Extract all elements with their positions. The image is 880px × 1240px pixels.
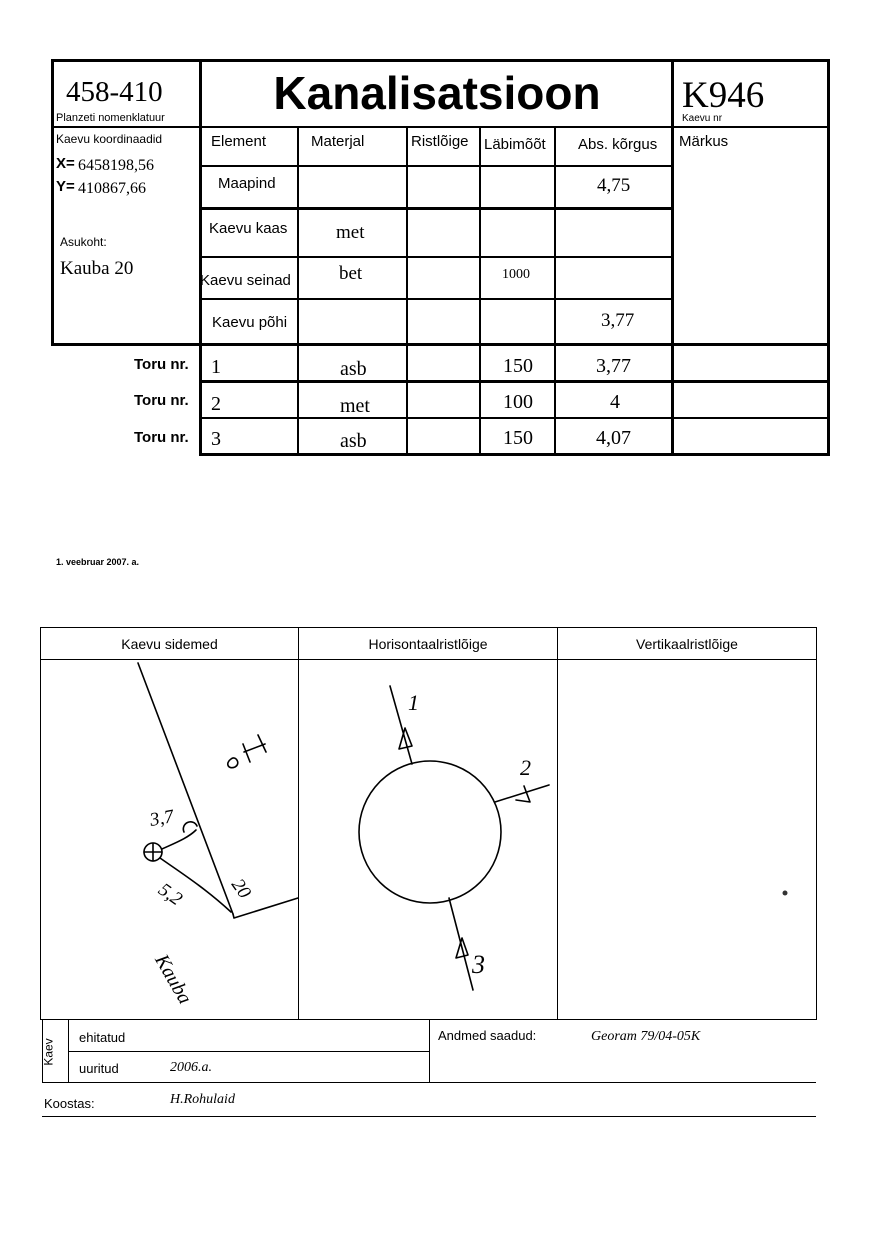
pipe-labimoot: 150: [503, 355, 533, 377]
pipe-nr: 2: [211, 393, 221, 415]
pipe-3-line: [449, 898, 473, 990]
nomenclature-value: 458-410: [66, 76, 163, 108]
row-element: Kaevu kaas: [209, 220, 288, 237]
header-element: Element: [211, 133, 267, 150]
well-number-label: Kaevu nr: [682, 113, 723, 124]
data-source-value: Georam 79/04-05K: [591, 1029, 701, 1044]
tie-line: [162, 830, 196, 849]
location-value: Kauba 20: [60, 258, 134, 279]
pipe-labimoot: 150: [503, 427, 533, 449]
pipe-materjal: asb: [340, 358, 367, 380]
pipe-materjal: asb: [340, 430, 367, 452]
pipe-label: Toru nr.: [134, 356, 189, 373]
header-markus: Märkus: [679, 133, 729, 150]
coordinates-label: Kaevu koordinaadid: [56, 132, 163, 146]
pipe-nr: 3: [211, 428, 221, 450]
x-value: 6458198,56: [78, 157, 154, 174]
well-number: K946: [682, 75, 765, 116]
pipe-1-label: 1: [408, 690, 419, 715]
y-value: 410867,66: [78, 180, 146, 197]
row-materjal: met: [336, 222, 365, 243]
nomenclature-label: Planzeti nomenklatuur: [56, 112, 165, 124]
surveyed-value: 2006.a.: [170, 1060, 212, 1075]
document-date: 1. veebruar 2007. a.: [56, 557, 140, 567]
compiled-label: Koostas:: [44, 1096, 95, 1111]
data-source-label: Andmed saadud:: [438, 1028, 537, 1043]
distance-label: 5,2: [154, 879, 186, 911]
side-label: Kaev: [41, 1038, 56, 1066]
house-number-label: 20: [226, 874, 255, 903]
pipe-materjal: met: [340, 395, 370, 417]
surveyed-label: uuritud: [79, 1061, 119, 1076]
y-label: Y=: [56, 178, 75, 195]
panel-title-horisontaal: Horisontaalristlõige: [368, 636, 488, 652]
panel-title-vertikaal: Vertikaalristlõige: [636, 636, 738, 652]
pipe-korgus: 4: [610, 391, 620, 413]
pipe-korgus: 3,77: [596, 355, 631, 377]
pipe-label: Toru nr.: [134, 429, 189, 446]
row-element: Maapind: [218, 175, 276, 192]
row-korgus: 4,75: [597, 175, 631, 196]
header-korgus: Abs. kõrgus: [578, 136, 658, 153]
pipe-label: Toru nr.: [134, 392, 189, 409]
location-label: Asukoht:: [60, 235, 107, 249]
header-ristloige: Ristlõige: [411, 133, 469, 150]
panel-title-sidemed: Kaevu sidemed: [121, 636, 218, 652]
row-materjal: bet: [339, 263, 363, 284]
header-materjal: Materjal: [311, 133, 365, 150]
pipe-nr: 1: [211, 356, 221, 378]
row-labimoot: 1000: [502, 267, 530, 282]
distance-label: 3,7: [148, 806, 176, 831]
street-label: Kauba: [150, 950, 196, 1008]
pipe-2-line: [495, 785, 549, 802]
pipe-labimoot: 100: [503, 391, 533, 413]
row-element: Kaevu põhi: [212, 314, 288, 331]
pipe-3-label: 3: [472, 950, 485, 979]
page-title: Kanalisatsioon: [273, 67, 601, 119]
street-line: [233, 898, 298, 918]
manhole-symbol: [144, 843, 162, 861]
row-element: Kaevu seinad: [200, 272, 291, 289]
compiled-value: H.Rohulaid: [170, 1092, 235, 1107]
building-line: [138, 663, 233, 914]
pipe-2-label: 2: [520, 755, 531, 780]
manhole-circle: [359, 761, 501, 903]
x-label: X=: [56, 155, 75, 172]
header-labimoot: Läbimõõt: [484, 136, 546, 153]
built-label: ehitatud: [79, 1030, 126, 1045]
pipe-korgus: 4,07: [596, 427, 631, 449]
row-korgus: 3,77: [601, 310, 635, 331]
